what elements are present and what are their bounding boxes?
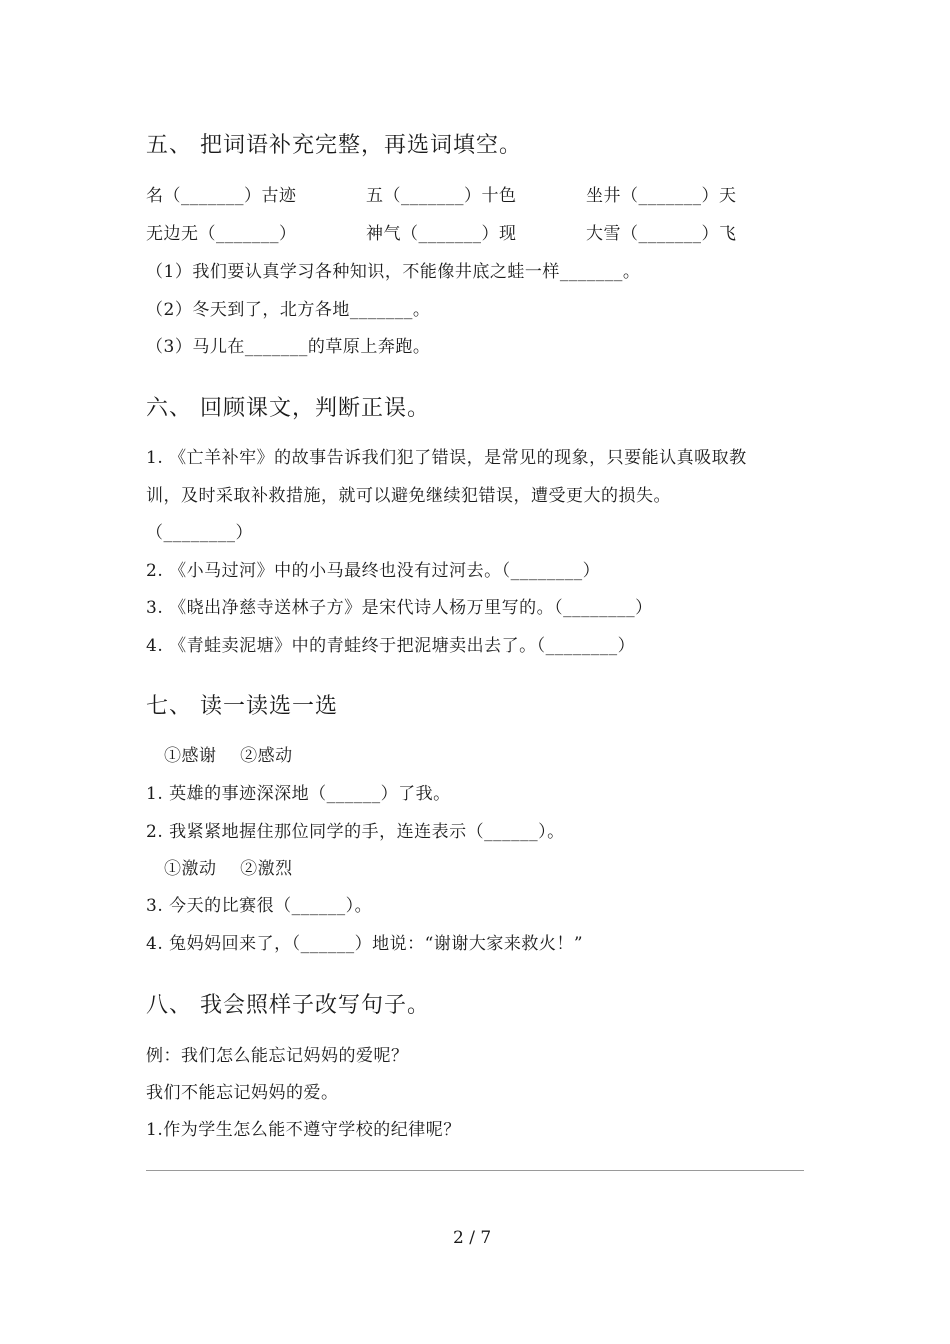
rewrite-example: 例：我们怎么能忘记妈妈的爱呢？ <box>146 1046 409 1066</box>
judge-question-3: 3. 《晓出净慈寺送林子方》是宋代诗人杨万里写的。（________） <box>146 598 653 618</box>
section-5-title: 五、 把词语补充完整，再选词填空。 <box>146 133 522 158</box>
choice-options-1: ①感谢 ②感动 <box>164 746 293 766</box>
choice-options-2: ①激动 ②激烈 <box>164 859 293 879</box>
judge-question-1-blank: （________） <box>146 523 253 543</box>
section-6-title: 六、 回顾课文，判断正误。 <box>146 396 430 421</box>
choice-question-3: 3. 今天的比赛很（______）。 <box>146 896 373 916</box>
page-number: 2 / 7 <box>453 1228 492 1248</box>
rewrite-question-1: 1.作为学生怎么能不遵守学校的纪律呢？ <box>146 1120 461 1140</box>
word-fill-2: 五（_______）十色 <box>366 186 517 206</box>
fill-sentence-1: （1）我们要认真学习各种知识，不能像井底之蛙一样_______。 <box>146 262 641 282</box>
choice-question-4: 4. 兔妈妈回来了，（______）地说：“谢谢大家来救火！” <box>146 934 584 954</box>
rewrite-example-answer: 我们不能忘记妈妈的爱。 <box>146 1083 339 1103</box>
word-fill-3: 坐井（_______）天 <box>586 186 737 206</box>
fill-sentence-2: （2）冬天到了，北方各地_______。 <box>146 300 431 320</box>
judge-question-4: 4. 《青蛙卖泥塘》中的青蛙终于把泥塘卖出去了。（________） <box>146 636 636 656</box>
choice-question-1: 1. 英雄的事迹深深地（______）了我。 <box>146 784 451 804</box>
judge-question-1-line-1: 1. 《亡羊补牢》的故事告诉我们犯了错误，是常见的现象，只要能认真吸取教 <box>146 448 747 468</box>
word-fill-5: 神气（_______）现 <box>366 224 517 244</box>
word-fill-4: 无边无（_______） <box>146 224 297 244</box>
judge-question-1-line-2: 训，及时采取补救措施，就可以避免继续犯错误，遭受更大的损失。 <box>146 486 671 506</box>
fill-sentence-3: （3）马儿在_______的草原上奔跑。 <box>146 337 431 357</box>
section-8-title: 八、 我会照样子改写句子。 <box>146 993 430 1018</box>
answer-line <box>146 1170 804 1171</box>
choice-question-2: 2. 我紧紧地握住那位同学的手，连连表示（______）。 <box>146 822 565 842</box>
judge-question-2: 2. 《小马过河》中的小马最终也没有过河去。（________） <box>146 561 601 581</box>
word-fill-6: 大雪（_______）飞 <box>586 224 737 244</box>
section-7-title: 七、 读一读选一选 <box>146 694 338 719</box>
word-fill-1: 名（_______）古迹 <box>146 186 297 206</box>
